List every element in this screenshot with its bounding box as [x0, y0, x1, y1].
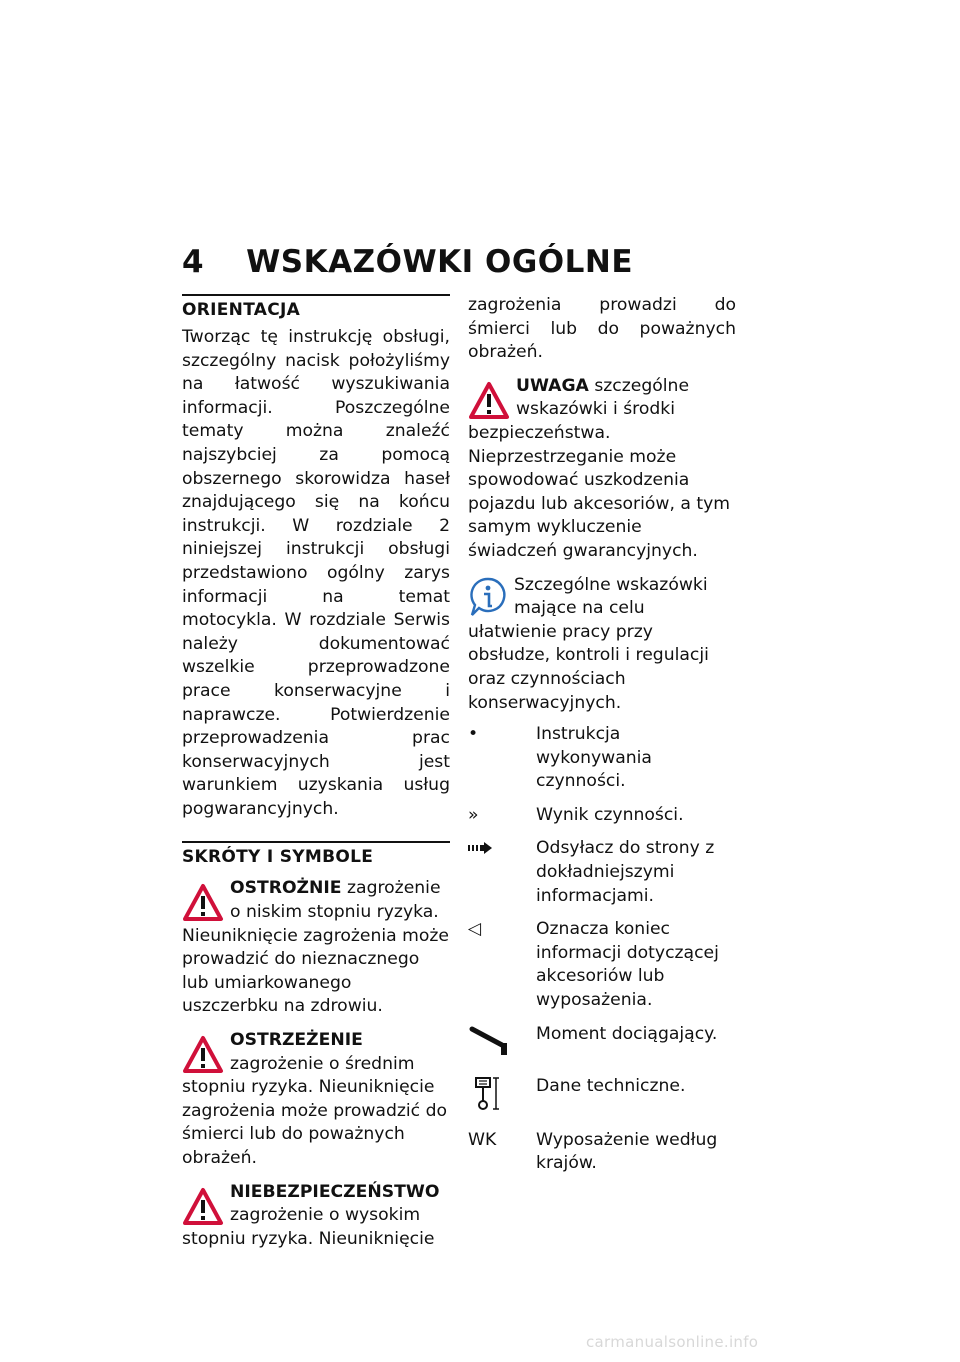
info-text: Szczególne wskazówki mające na celu ułatwienie pracy przy obsłudze, kontroli i regulacji oraz czynnościach konserwacyjnych.: [468, 574, 709, 713]
page-reference-arrow-icon: [468, 841, 494, 855]
symbol-description: Wyposażenie według krajów.: [536, 1129, 718, 1174]
list-item: [468, 1023, 736, 1057]
symbol-description: Odsyłacz do strony z dokładniejszymi informacjami.: [536, 838, 715, 906]
list-item: [468, 1129, 736, 1176]
warning-text: zagrożenie o średnim stopniu ryzyka. Nieuniknięcie zagrożenia może prowadzić do śmierci lub do poważnych obrażeń.: [182, 1053, 447, 1168]
watermark-footer: carmanualsonline.info: [586, 1333, 759, 1351]
danger-text: zagrożenie o wysokim stopniu ryzyka. Nieuniknięcie: [182, 1205, 435, 1249]
orientacja-text: Tworząc tę instrukcję obsługi, szczególny nacisk położyliśmy na łatwość wyszukiwania informacji. Poszczególne tematy można znaleźć najszybciej za pomocą obszernego skorowidza haseł znajdującego się na końcu instrukcji. W rozdziale 2 niniejszej instrukcji obsługi przedstawiono ogólny zarys informacji na temat motocykla. W rozdziale Serwis należy dokumentować wszelkie przeprowadzone prace konserwacyjne i naprawcze. Potwierdzenie przeprowadzenia prac konserwacyjnych jest warunkiem uzyskania usług pogwarancyjnych.: [182, 327, 450, 819]
notice-label: UWAGA: [516, 375, 589, 396]
danger-note: [182, 1181, 450, 1252]
list-item: [468, 918, 736, 1012]
left-column: [182, 294, 450, 1251]
symbol-description: Wynik czynności.: [536, 804, 684, 825]
section-divider: [182, 294, 450, 296]
symbol-description: Instrukcja wykonywania czynności.: [536, 724, 652, 792]
bullet-icon: •: [468, 724, 479, 745]
info-icon: [468, 576, 508, 620]
warning-note: [182, 1029, 450, 1171]
list-item: [468, 723, 736, 794]
caution-text: zagrożenie o niskim stopniu ryzyka. Nieuniknięcie zagrożenia może prowadzić do nieznacznego lub umiarkowanego uszczerbku na zdrowiu.: [182, 878, 450, 1017]
technical-data-icon: [468, 1075, 502, 1111]
list-item: [468, 1075, 736, 1111]
chapter-title: WSKAZÓWKI OGÓLNE: [246, 244, 634, 280]
list-item: [468, 804, 736, 828]
warning-triangle-icon: [182, 883, 224, 923]
danger-label: NIEBEZPIECZEŃSTWO: [230, 1181, 440, 1202]
symbol-description: Oznacza koniec informacji dotyczącej akcesoriów lub wyposażenia.: [536, 919, 719, 1011]
country-equipment-abbreviation: WK: [468, 1129, 497, 1150]
symbol-list: [468, 723, 736, 1176]
danger-continuation: zagrożenia prowadzi do śmierci lub do poważnych obrażeń.: [468, 295, 736, 363]
right-column: [468, 294, 736, 1186]
section-title-skroty: SKRÓTY I SYMBOLE: [182, 847, 374, 868]
notice-note: [468, 375, 736, 564]
warning-triangle-icon: [182, 1035, 224, 1075]
info-note: [468, 574, 736, 716]
warning-label: OSTRZEŻENIE: [230, 1030, 363, 1051]
chapter-number: 4: [182, 244, 205, 280]
end-marker-icon: ◁: [468, 919, 482, 940]
symbol-description: Moment dociągający.: [536, 1023, 718, 1044]
warning-triangle-icon: [468, 381, 510, 421]
list-item: [468, 837, 736, 908]
notice-text: szczególne wskazówki i środki bezpieczeństwa. Nieprzestrzeganie może spowodować uszkodzenia pojazdu lub akcesoriów, a tym samym wykluczenie świadczeń gwarancyjnych.: [468, 375, 731, 561]
chapter-heading: [182, 244, 633, 280]
warning-triangle-icon: [182, 1187, 224, 1227]
section-title-orientacja: ORIENTACJA: [182, 300, 301, 320]
section-divider: [182, 841, 450, 843]
torque-wrench-icon: [468, 1023, 512, 1057]
result-icon: »: [468, 804, 479, 825]
caution-label: OSTROŻNIE: [230, 878, 342, 899]
symbol-description: Dane techniczne.: [536, 1075, 686, 1096]
caution-note: [182, 877, 450, 1019]
